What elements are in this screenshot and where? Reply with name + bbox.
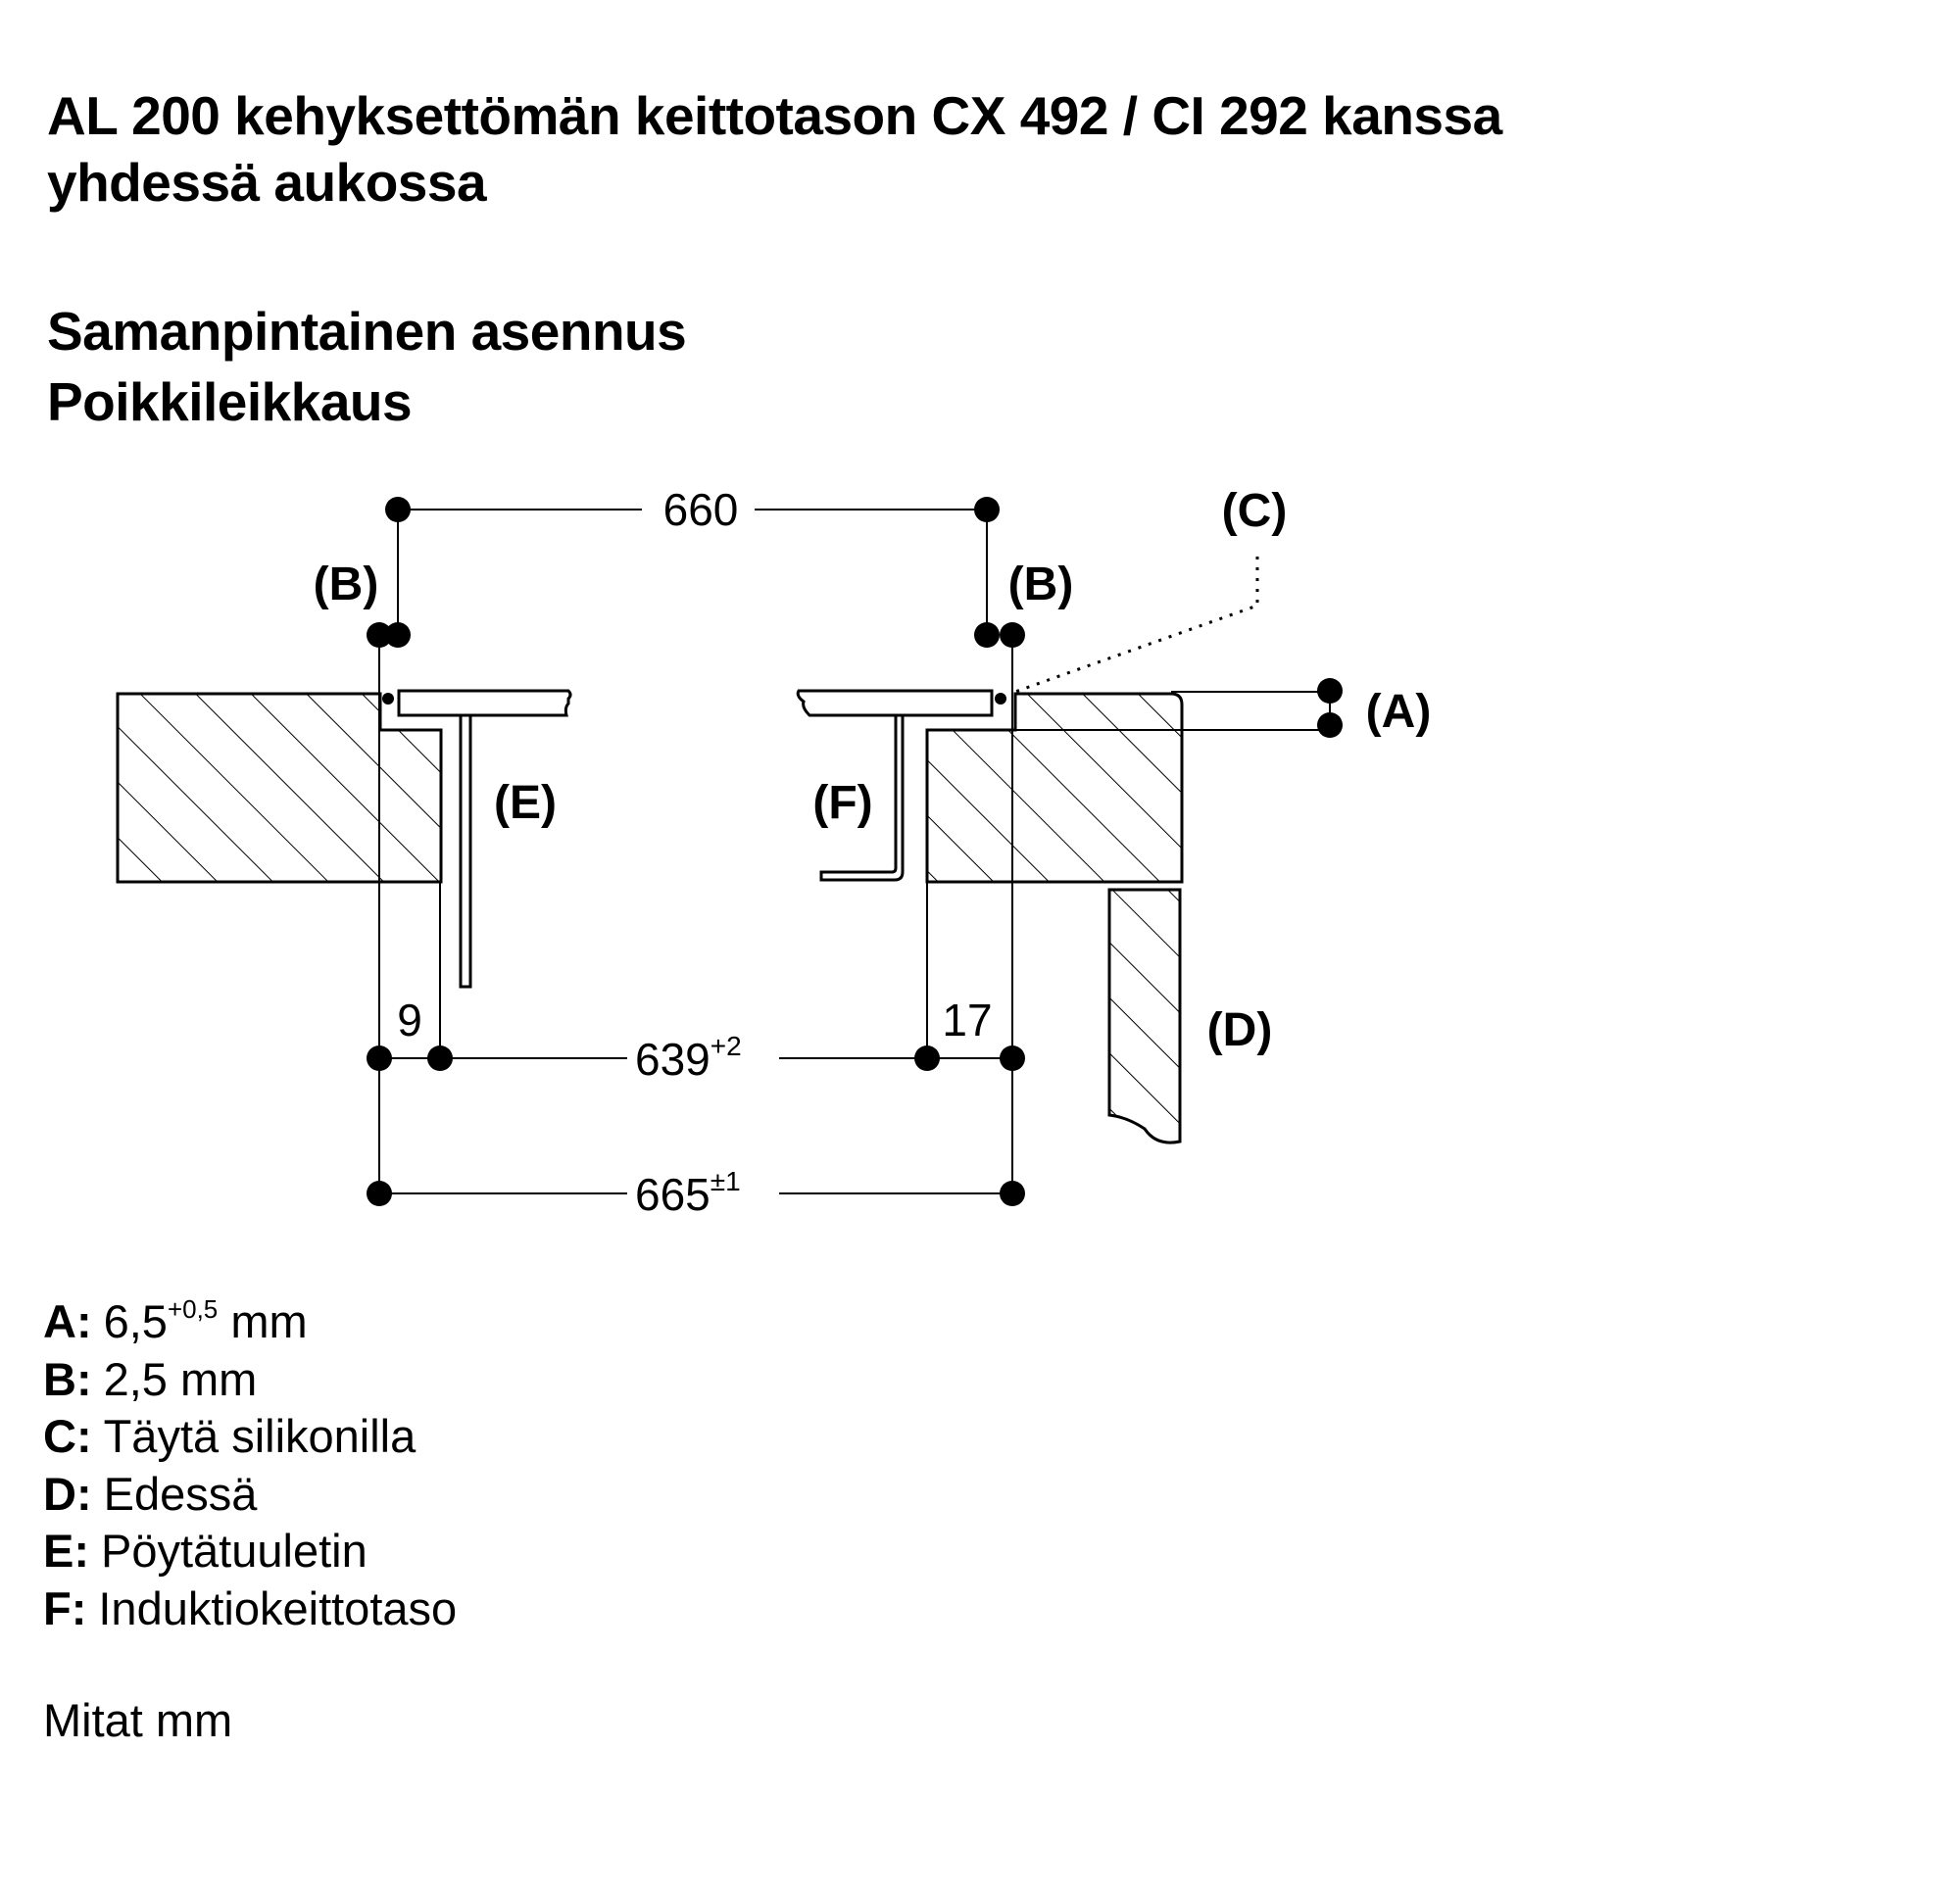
dim-dot (1000, 622, 1025, 648)
label-d: (D) (1206, 1004, 1273, 1056)
legend-row-b (43, 1351, 457, 1409)
seal-dot-right (995, 693, 1006, 705)
label-b-right: (B) (1007, 559, 1074, 610)
legend-value: 6,5 (103, 1295, 168, 1347)
dim-dot (427, 1045, 453, 1071)
dim-9: 9 (397, 995, 422, 1045)
dim-17: 17 (942, 995, 993, 1045)
dim-665-tolerance: ±1 (710, 1166, 741, 1196)
title-line-1: AL 200 kehyksettömän keittotason CX 492 / CI 292 kanssa (47, 85, 1502, 146)
dim-639-value: 639 (635, 1034, 710, 1085)
dim-dot (367, 1045, 392, 1071)
subtitle-line-2: Poikkileikkaus (47, 371, 413, 432)
dim-dot (914, 1045, 940, 1071)
table-ventilation-unit (399, 691, 570, 715)
legend-value: Edessä (103, 1467, 258, 1520)
legend-key: A: (43, 1295, 92, 1347)
legend-row-c (43, 1408, 457, 1466)
dim-dot (974, 497, 1000, 522)
seal-dot-left (382, 693, 394, 705)
dim-dot (367, 1181, 392, 1206)
subtitle-line-1: Samanpintainen asennus (47, 301, 687, 362)
legend-key: B: (43, 1352, 92, 1405)
legend-unit: mm (218, 1295, 308, 1347)
dim-dot (385, 622, 411, 648)
title-line-2: yhdessä aukossa (47, 152, 487, 213)
legend-key: F: (43, 1581, 87, 1634)
left-worktop (118, 694, 441, 882)
legend-key: C: (43, 1410, 92, 1462)
legend-value: Induktiokeittotaso (98, 1581, 458, 1634)
legend-value: Pöytätuuletin (101, 1525, 368, 1577)
dim-665 (635, 1166, 741, 1220)
right-worktop (927, 694, 1182, 882)
dim-dot (1000, 1181, 1025, 1206)
label-b-left: (B) (313, 559, 379, 610)
ventilation-stem (461, 715, 470, 987)
dim-dot (1317, 712, 1343, 738)
dim-dot (385, 497, 411, 522)
legend-row-d (43, 1466, 457, 1524)
label-f: (F) (812, 777, 873, 829)
dim-665-value: 665 (635, 1169, 710, 1220)
units-note: Mitat mm (43, 1694, 233, 1746)
dim-639 (635, 1031, 742, 1085)
dim-dot (1317, 678, 1343, 704)
label-a: (A) (1365, 686, 1432, 738)
legend-row-f (43, 1580, 457, 1638)
legend-key: E: (43, 1525, 89, 1577)
legend-key: D: (43, 1467, 92, 1520)
legend-value: 2,5 mm (103, 1352, 258, 1405)
legend (43, 1293, 457, 1637)
label-c: (C) (1221, 485, 1288, 537)
dim-dot (974, 622, 1000, 648)
dim-660: 660 (662, 484, 739, 535)
induction-hob (798, 691, 992, 715)
legend-row-a (43, 1293, 457, 1351)
legend-tolerance: +0,5 (167, 1294, 219, 1324)
front-panel (1109, 890, 1180, 1142)
label-e: (E) (494, 777, 557, 829)
legend-row-e (43, 1523, 457, 1580)
dim-dot (1000, 1045, 1025, 1071)
dim-639-tolerance: +2 (710, 1031, 742, 1061)
legend-value: Täytä silikonilla (103, 1410, 416, 1462)
